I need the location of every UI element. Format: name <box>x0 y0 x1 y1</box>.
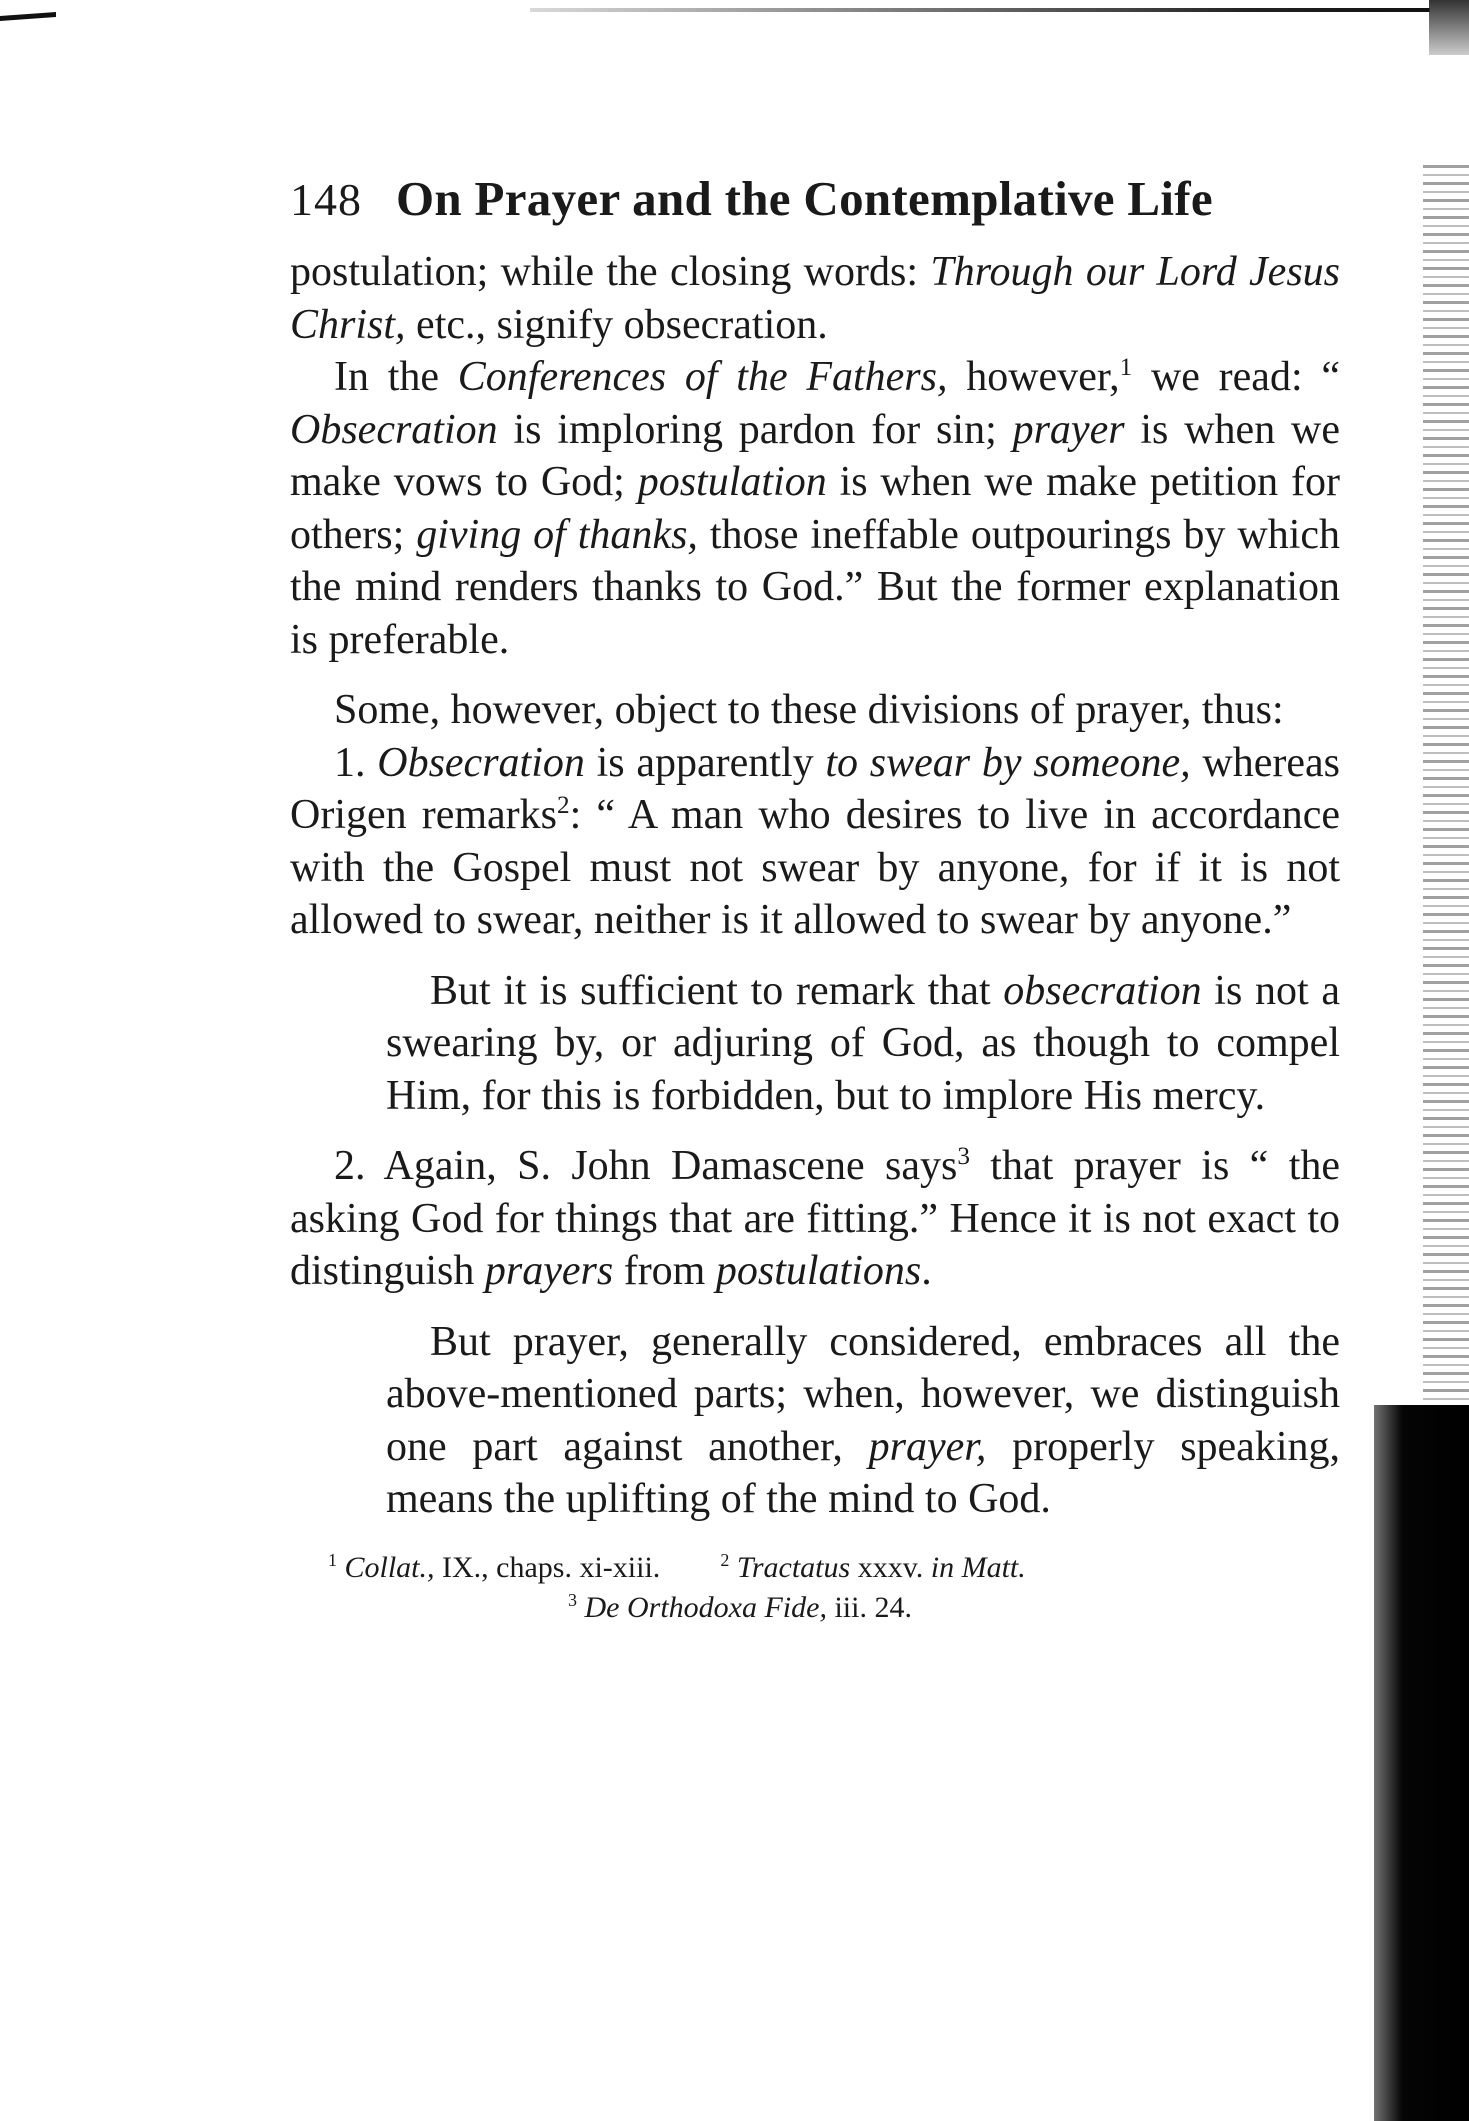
footnotes-line-2 <box>290 1588 1340 1628</box>
text-span: iii. 24. <box>826 1590 912 1624</box>
scan-artifact-shadow <box>1374 1405 1469 2121</box>
paragraph-continuation <box>290 246 1340 351</box>
text-span: that prayer is “ the asking God for things that are fitting.” Hence it is not exact to distinguish <box>290 1143 1340 1294</box>
paragraph-objection-1 <box>290 737 1340 947</box>
text-span: But prayer, generally considered, embraces all the above-mentioned parts; when, however, we distinguish one part against another, <box>386 1318 1340 1470</box>
italic-span: to swear by someone, <box>825 739 1191 786</box>
italic-span: prayer <box>1012 406 1125 453</box>
text-span: In the <box>334 354 458 400</box>
italic-span: Obsecration <box>290 406 498 453</box>
paragraph-objection-intro <box>290 684 1340 737</box>
text-span: is not a swearing by, or adjuring of God, as though to compel Him, for this is forbidden, but to implore His mercy. <box>386 967 1340 1119</box>
italic-span: prayer, <box>868 1423 987 1470</box>
footnotes <box>290 1548 1340 1628</box>
footnote-mark: 3 <box>568 1589 577 1610</box>
italic-span: prayers <box>484 1248 614 1294</box>
footnote-ref-3: 3 <box>957 1143 970 1170</box>
text-span: Some, however, object to these divisions of prayer, thus: <box>334 687 1284 733</box>
text-span: properly speaking, means the uplifting of the mind to God. <box>386 1423 1340 1522</box>
footnote-1 <box>328 1548 660 1588</box>
text-span: is imploring pardon for sin; <box>497 406 1013 453</box>
text-span: is when we make vows to God; <box>290 406 1340 505</box>
running-header <box>290 170 1340 238</box>
text-span: : “ A man who desires to live in accordance with the Gospel must not swear by anyone, for if it is not allowed to swear, neither is it allowed to swear by anyone.” <box>290 792 1340 943</box>
footnote-mark: 1 <box>328 1549 337 1570</box>
text-span: 1. <box>334 739 378 786</box>
footnote-ref-1: 1 <box>1119 354 1133 381</box>
book-page <box>290 170 1340 1628</box>
paragraph-reply-2 <box>386 1316 1340 1526</box>
italic-span: postulation <box>637 459 827 505</box>
footnote-3 <box>568 1591 912 1624</box>
italic-span: Through our Lord Jesus Christ, <box>290 249 1341 348</box>
footnote-2 <box>720 1548 1025 1588</box>
text-span: etc., signify obsecration. <box>405 301 828 348</box>
italic-span: giving of thanks, <box>416 511 698 558</box>
italic-span: Tractatus <box>736 1550 851 1584</box>
text-span: 2. Again, S. John Damascene says <box>334 1143 958 1189</box>
paragraph-conferences <box>290 351 1340 666</box>
italic-span: Collat., <box>344 1550 435 1584</box>
text-span: however, <box>947 354 1120 400</box>
italic-span: De Orthodoxa Fide, <box>584 1590 827 1624</box>
paragraph-objection-2 <box>290 1140 1340 1298</box>
text-span: IX., chaps. xi-xiii. <box>434 1550 661 1584</box>
footnote-ref-2: 2 <box>557 792 570 819</box>
text-span: xxxv. <box>850 1550 931 1584</box>
text-span: . <box>921 1248 932 1294</box>
text-span: we read: “ <box>1132 354 1340 400</box>
italic-span: Conferences of the Fathers, <box>457 354 948 400</box>
scan-artifact-top-left <box>0 12 56 21</box>
scan-artifact-page-edge <box>1423 165 1469 1455</box>
text-span: postulation; while the closing words: <box>290 249 931 295</box>
scan-artifact-top-right <box>1429 0 1469 55</box>
text-span: whereas Origen remarks <box>290 739 1340 838</box>
text-span: is when we make petition for others; <box>290 459 1341 558</box>
running-title: On Prayer and the Contemplative Life <box>396 171 1213 226</box>
text-span: those ineffable outpourings by which the mind renders thanks to God.” But the former explanation is preferable. <box>290 511 1341 663</box>
footnotes-line-1 <box>290 1548 1340 1588</box>
italic-span: in Matt. <box>930 1550 1026 1584</box>
page-number: 148 <box>290 174 362 225</box>
italic-span: postulations <box>715 1248 922 1294</box>
italic-span: Obsecration <box>377 739 585 786</box>
text-span: But it is sufficient to remark that <box>430 967 1004 1014</box>
paragraph-reply-1 <box>386 965 1340 1123</box>
text-span: from <box>613 1248 716 1294</box>
footnote-mark: 2 <box>720 1549 730 1570</box>
italic-span: obsecration <box>1003 967 1202 1014</box>
scan-artifact-top-line <box>530 8 1430 12</box>
text-span: is apparently <box>584 739 826 786</box>
